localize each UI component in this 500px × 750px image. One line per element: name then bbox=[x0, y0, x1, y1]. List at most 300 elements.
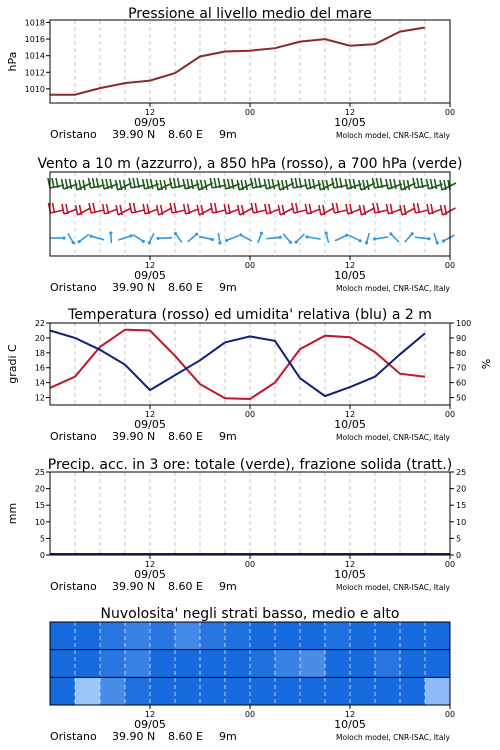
wind-arrow-head bbox=[295, 240, 298, 243]
cloud-cell bbox=[400, 650, 426, 678]
wind-barb-850 bbox=[251, 203, 266, 213]
wind-barb-850 bbox=[359, 205, 374, 215]
y-tick-label: 60 bbox=[456, 378, 467, 388]
wind-arrow-shaft bbox=[443, 235, 454, 241]
wind-barb-850 bbox=[49, 203, 64, 213]
station-lon: 8.60 E bbox=[168, 430, 203, 443]
cloud-cell bbox=[200, 622, 226, 650]
humidity-line bbox=[50, 331, 425, 397]
x-tick-label: 12 bbox=[144, 710, 156, 719]
wind-barb-feather bbox=[417, 178, 419, 188]
wind-barb-feather bbox=[215, 203, 217, 213]
wind-barb-850 bbox=[211, 203, 226, 213]
y-tick-label: 1010 bbox=[24, 84, 45, 94]
cloud-cell bbox=[75, 622, 101, 650]
wind-barb-feather bbox=[89, 178, 91, 188]
wind-arrow-head bbox=[109, 231, 112, 234]
wind-barb-feather bbox=[197, 180, 199, 190]
wind-barb-feather bbox=[164, 180, 166, 190]
wind-barb-shaft bbox=[361, 208, 374, 215]
wind-arrow-shaft bbox=[405, 234, 412, 242]
cloud-cell bbox=[50, 677, 76, 705]
cloud-cell bbox=[375, 677, 401, 705]
wind-barb-feather bbox=[93, 203, 95, 213]
wind-barb-feather bbox=[102, 179, 104, 189]
model-credit: Moloch model, CNR-ISAC, Italy bbox=[336, 131, 450, 140]
date-label: 09/05 bbox=[134, 418, 166, 431]
y-tick-label: 14 bbox=[34, 378, 45, 388]
y-tick-label: 100 bbox=[456, 319, 472, 328]
wind-arrow-head bbox=[279, 236, 282, 239]
x-tick-label: 00 bbox=[444, 710, 456, 719]
wind-arrow-10m bbox=[442, 235, 455, 243]
y-tick-label: 20 bbox=[34, 484, 45, 494]
wind-barb-850 bbox=[346, 204, 361, 214]
wind-barb-feather bbox=[359, 180, 361, 190]
wind-barb-feather bbox=[214, 178, 216, 188]
date-label: 09/05 bbox=[134, 116, 166, 129]
wind-arrow-10m bbox=[349, 235, 362, 242]
wind-arrow-shaft bbox=[375, 237, 389, 239]
wind-barb-850 bbox=[143, 204, 158, 214]
wind-barb-850 bbox=[184, 204, 199, 214]
wind-barb-feather bbox=[440, 180, 442, 190]
wind-arrow-head bbox=[148, 241, 151, 244]
cloud-cell bbox=[350, 622, 376, 650]
model-credit: Moloch model, CNR-ISAC, Italy bbox=[336, 284, 450, 293]
y-tick-label: 1016 bbox=[24, 35, 45, 45]
wind-arrow-10m bbox=[258, 232, 263, 243]
station-altitude: 9m bbox=[219, 580, 237, 593]
wind-arrow-10m bbox=[283, 234, 292, 244]
wind-arrow-head bbox=[239, 233, 242, 236]
wind-barb-feather bbox=[326, 180, 328, 190]
wind-arrow-shaft bbox=[133, 235, 143, 242]
cloud-cell bbox=[300, 650, 326, 678]
wind-arrow-10m bbox=[266, 236, 281, 239]
date-label: 09/05 bbox=[134, 269, 166, 282]
wind-arrow-10m bbox=[218, 233, 221, 245]
wind-barb-feather bbox=[318, 180, 320, 190]
cloud-cell bbox=[275, 650, 301, 678]
y-tick-label: 70 bbox=[456, 363, 467, 373]
wind-arrow-head bbox=[62, 236, 65, 239]
station-name: Oristano bbox=[50, 580, 97, 593]
cloud-cell bbox=[225, 650, 251, 678]
wind-arrow-head bbox=[195, 233, 198, 236]
wind-barb-feather bbox=[372, 178, 374, 188]
wind-barb-feather bbox=[224, 204, 226, 214]
chart-title: Nuvolosita' negli strati basso, medio e alto bbox=[100, 606, 400, 622]
wind-barb-850 bbox=[197, 205, 212, 215]
x-tick-label: 12 bbox=[144, 108, 156, 117]
wind-arrow-10m bbox=[415, 237, 430, 240]
wind-arrow-shaft bbox=[158, 238, 172, 239]
wind-barb-feather bbox=[156, 180, 158, 190]
cloud-cell bbox=[75, 650, 101, 678]
wind-barb-shaft bbox=[307, 209, 320, 214]
wind-barb-feather bbox=[367, 180, 369, 190]
wind-barb-850 bbox=[76, 205, 91, 215]
wind-barb-feather bbox=[170, 203, 172, 213]
station-lat: 39.90 N bbox=[112, 430, 156, 443]
date-label: 10/05 bbox=[334, 116, 366, 129]
cloud-cell bbox=[275, 677, 301, 705]
wind-barb-feather bbox=[407, 180, 409, 190]
wind-barb-feather bbox=[400, 205, 402, 215]
wind-barb-feather bbox=[251, 203, 253, 213]
wind-barb-feather bbox=[197, 205, 199, 215]
wind-barb-shaft bbox=[132, 210, 145, 213]
wind-barb-feather bbox=[133, 178, 135, 188]
y-axis-label: gradi C bbox=[6, 344, 19, 384]
date-label: 09/05 bbox=[134, 718, 166, 731]
wind-barb-feather bbox=[345, 179, 347, 189]
wind-arrow-10m bbox=[148, 233, 154, 244]
wind-arrow-head bbox=[325, 231, 328, 234]
wind-barb-feather bbox=[305, 179, 307, 189]
wind-barb-850 bbox=[116, 205, 131, 215]
wind-barb-feather bbox=[183, 179, 185, 189]
wind-barb-feather bbox=[332, 203, 334, 213]
wind-barb-feather bbox=[238, 205, 240, 215]
cloud-cell bbox=[400, 622, 426, 650]
wind-arrow-shaft bbox=[199, 237, 212, 240]
cloud-cell bbox=[225, 677, 251, 705]
wind-barb-feather bbox=[359, 205, 361, 215]
cloud-cell bbox=[100, 677, 126, 705]
x-tick-label: 00 bbox=[244, 261, 256, 270]
x-tick-label: 00 bbox=[244, 410, 256, 419]
wind-barb-shaft bbox=[321, 208, 334, 215]
y-tick-label: 18 bbox=[34, 348, 45, 358]
station-altitude: 9m bbox=[219, 128, 237, 141]
wind-arrow-shaft bbox=[391, 234, 399, 242]
y-tick-label: 0 bbox=[456, 551, 462, 560]
wind-barb-shaft bbox=[213, 210, 226, 213]
x-tick-label: 12 bbox=[144, 261, 156, 270]
wind-barb-feather bbox=[93, 178, 95, 188]
y-tick-label: 10 bbox=[34, 517, 45, 527]
wind-barb-feather bbox=[76, 205, 78, 215]
wind-barb-shaft bbox=[105, 209, 118, 214]
wind-barb-feather bbox=[336, 203, 338, 213]
wind-barb-feather bbox=[211, 203, 213, 213]
wind-barb-feather bbox=[130, 203, 132, 213]
wind-barb-feather bbox=[116, 205, 118, 215]
wind-barb-feather bbox=[210, 178, 212, 188]
cloud-cell bbox=[250, 650, 276, 678]
wind-arrow-shaft bbox=[283, 234, 290, 243]
y-tick-label: 15 bbox=[34, 501, 45, 511]
wind-arrow-shaft bbox=[266, 237, 280, 238]
cloud-cell bbox=[325, 622, 351, 650]
y-tick-label: 25 bbox=[456, 468, 467, 477]
chart-title: Precip. acc. in 3 ore: totale (verde), frazione solida (tratt.) bbox=[47, 457, 453, 473]
y-axis-label: hPa bbox=[6, 51, 19, 72]
wind-barb-feather bbox=[205, 180, 207, 190]
wind-barb-feather bbox=[53, 203, 55, 213]
wind-barb-feather bbox=[251, 178, 253, 188]
wind-barb-feather bbox=[174, 203, 176, 213]
cloud-cell bbox=[225, 622, 251, 650]
wind-arrow-head bbox=[373, 237, 376, 240]
station-altitude: 9m bbox=[219, 281, 237, 294]
model-credit: Moloch model, CNR-ISAC, Italy bbox=[336, 733, 450, 742]
wind-barb-feather bbox=[413, 178, 415, 188]
wind-arrow-head bbox=[78, 240, 81, 243]
wind-arrow-shaft bbox=[79, 234, 89, 241]
wind-arrow-shaft bbox=[175, 234, 181, 243]
wind-barb-850 bbox=[292, 203, 307, 213]
wind-arrow-head bbox=[211, 238, 214, 241]
wind-arrow-shaft bbox=[415, 237, 429, 239]
wind-barb-850 bbox=[89, 203, 104, 213]
y-tick-label: 15 bbox=[456, 501, 467, 511]
wind-arrow-10m bbox=[225, 236, 239, 242]
wind-arrow-head bbox=[345, 234, 348, 237]
wind-arrow-head bbox=[174, 232, 177, 235]
wind-arrow-10m bbox=[295, 234, 305, 244]
wind-barb-shaft bbox=[429, 209, 442, 214]
wind-barb-feather bbox=[305, 204, 307, 214]
wind-barb-850 bbox=[278, 205, 293, 215]
wind-arrow-head bbox=[72, 241, 75, 244]
cloud-cell bbox=[50, 622, 76, 650]
wind-barb-feather bbox=[417, 203, 419, 213]
wind-barb-feather bbox=[286, 180, 288, 190]
cloud-cell bbox=[250, 677, 276, 705]
x-tick-label: 00 bbox=[444, 410, 456, 419]
cloud-cell bbox=[100, 650, 126, 678]
wind-arrow-10m bbox=[78, 234, 89, 243]
wind-arrow-10m bbox=[389, 232, 399, 242]
wind-barb-shaft bbox=[145, 209, 158, 214]
wind-barb-feather bbox=[255, 178, 257, 188]
wind-barb-850 bbox=[413, 203, 428, 213]
wind-arrow-head bbox=[436, 241, 439, 244]
cloud-cell bbox=[325, 650, 351, 678]
station-name: Oristano bbox=[50, 430, 97, 443]
wind-barb-850 bbox=[103, 204, 118, 214]
wind-barb-700 bbox=[440, 180, 456, 190]
wind-barb-feather bbox=[143, 204, 145, 214]
cloud-cell bbox=[200, 677, 226, 705]
x-tick-label: 00 bbox=[244, 560, 256, 569]
x-tick-label: 12 bbox=[344, 261, 356, 270]
wind-arrow-10m bbox=[199, 237, 214, 242]
wind-barb-850 bbox=[305, 204, 320, 214]
y-tick-label: 5 bbox=[456, 534, 462, 544]
date-label: 10/05 bbox=[334, 568, 366, 581]
wind-arrow-10m bbox=[335, 234, 348, 241]
y-axis-label: mm bbox=[6, 502, 19, 525]
cloud-cell bbox=[100, 622, 126, 650]
y-tick-label: 80 bbox=[456, 348, 467, 358]
wind-barb-850 bbox=[427, 204, 442, 214]
cloud-cell bbox=[350, 650, 376, 678]
y-tick-label: 1014 bbox=[24, 51, 45, 61]
y-tick-label: 25 bbox=[34, 468, 45, 477]
wind-barb-shaft bbox=[402, 208, 415, 215]
wind-barb-feather bbox=[116, 180, 118, 190]
wind-barb-shaft bbox=[64, 209, 77, 214]
wind-barb-shaft bbox=[226, 209, 239, 214]
cloud-cell bbox=[425, 650, 451, 678]
wind-arrow-head bbox=[411, 232, 414, 235]
cloud-cell bbox=[150, 622, 176, 650]
cloud-cell bbox=[150, 650, 176, 678]
wind-barb-feather bbox=[386, 179, 388, 189]
cloud-cell bbox=[250, 622, 276, 650]
station-lon: 8.60 E bbox=[168, 730, 203, 743]
wind-arrow-head bbox=[260, 232, 263, 235]
x-tick-label: 12 bbox=[144, 410, 156, 419]
cloud-cell bbox=[175, 677, 201, 705]
wind-arrow-head bbox=[359, 239, 362, 242]
wind-barb-feather bbox=[224, 179, 226, 189]
wind-barb-feather bbox=[386, 204, 388, 214]
wind-arrow-10m bbox=[434, 233, 439, 244]
wind-barb-feather bbox=[296, 203, 298, 213]
x-tick-label: 00 bbox=[444, 560, 456, 569]
wind-barb-feather bbox=[278, 205, 280, 215]
wind-barb-feather bbox=[143, 179, 145, 189]
chart-title: Vento a 10 m (azzurro), a 850 hPa (rosso), a 700 hPa (verde) bbox=[37, 156, 463, 172]
cloud-cell bbox=[300, 677, 326, 705]
wind-barb-850 bbox=[130, 203, 145, 213]
wind-arrow-10m bbox=[157, 237, 173, 240]
wind-barb-shaft bbox=[334, 210, 347, 213]
wind-barb-feather bbox=[265, 204, 267, 214]
wind-barb-shaft bbox=[186, 209, 199, 214]
wind-barb-shaft bbox=[51, 210, 64, 213]
wind-barb-feather bbox=[373, 203, 375, 213]
wind-barb-shaft bbox=[199, 208, 212, 215]
wind-arrow-10m bbox=[365, 233, 369, 244]
y-tick-label: 20 bbox=[456, 484, 467, 494]
y-tick-label: 10 bbox=[456, 517, 467, 527]
wind-arrow-shaft bbox=[91, 236, 104, 240]
wind-barb-850 bbox=[441, 205, 456, 215]
wind-barb-850 bbox=[170, 203, 185, 213]
wind-arrow-shaft bbox=[188, 234, 197, 242]
y-tick-label: 16 bbox=[34, 363, 45, 373]
wind-barb-feather bbox=[292, 203, 294, 213]
cloud-cell bbox=[75, 677, 101, 705]
wind-barb-850 bbox=[238, 205, 253, 215]
wind-arrow-10m bbox=[109, 231, 112, 243]
station-lat: 39.90 N bbox=[112, 580, 156, 593]
wind-arrow-10m bbox=[50, 236, 66, 239]
y-tick-label: 20 bbox=[34, 333, 45, 343]
wind-barb-feather bbox=[134, 203, 136, 213]
wind-barb-shaft bbox=[78, 208, 91, 215]
cloud-cell bbox=[125, 622, 151, 650]
chart-title: Pressione al livello medio del mare bbox=[128, 6, 372, 22]
cloud-cell bbox=[425, 622, 451, 650]
station-lat: 39.90 N bbox=[112, 281, 156, 294]
chart-title: Temperatura (rosso) ed umidita' relativa (blu) a 2 m bbox=[68, 307, 432, 323]
station-name: Oristano bbox=[50, 281, 97, 294]
wind-arrow-shaft bbox=[335, 235, 347, 240]
station-lon: 8.60 E bbox=[168, 580, 203, 593]
station-name: Oristano bbox=[50, 128, 97, 141]
date-label: 10/05 bbox=[334, 718, 366, 731]
wind-arrow-head bbox=[442, 239, 445, 242]
cloud-cell bbox=[400, 677, 426, 705]
wind-arrow-head bbox=[389, 232, 392, 235]
wind-barb-shaft bbox=[159, 208, 172, 215]
station-lon: 8.60 E bbox=[168, 281, 203, 294]
wind-barb-feather bbox=[376, 178, 378, 188]
cloud-cell bbox=[125, 677, 151, 705]
wind-barb-feather bbox=[295, 178, 297, 188]
cloud-cell bbox=[175, 650, 201, 678]
y-tick-label: 50 bbox=[456, 393, 467, 403]
cloud-cell bbox=[50, 650, 76, 678]
wind-arrow-10m bbox=[89, 235, 104, 240]
wind-barb-feather bbox=[413, 203, 415, 213]
wind-barb-feather bbox=[52, 178, 54, 188]
wind-barb-850 bbox=[332, 203, 347, 213]
wind-arrow-head bbox=[427, 237, 430, 240]
date-label: 10/05 bbox=[334, 269, 366, 282]
cloud-cell bbox=[325, 677, 351, 705]
cloud-cell bbox=[275, 622, 301, 650]
wind-arrow-10m bbox=[68, 233, 75, 244]
x-tick-label: 12 bbox=[344, 410, 356, 419]
station-altitude: 9m bbox=[219, 430, 237, 443]
wind-arrow-shaft bbox=[118, 236, 131, 240]
y-tick-label: 1012 bbox=[24, 68, 45, 78]
wind-barb-feather bbox=[346, 204, 348, 214]
wind-barb-feather bbox=[336, 178, 338, 188]
wind-barb-850 bbox=[386, 204, 401, 214]
wind-arrow-shaft bbox=[307, 237, 321, 239]
wind-arrow-10m bbox=[405, 232, 414, 242]
cloud-cell bbox=[125, 650, 151, 678]
x-tick-label: 12 bbox=[344, 560, 356, 569]
y-tick-label: 22 bbox=[34, 319, 45, 328]
wind-barb-850 bbox=[224, 204, 239, 214]
wind-barb-feather bbox=[157, 205, 159, 215]
wind-arrow-head bbox=[129, 234, 132, 237]
cloud-cell bbox=[425, 677, 451, 705]
wind-barb-shaft bbox=[415, 210, 428, 213]
wind-barb-feather bbox=[332, 178, 334, 188]
wind-arrow-head bbox=[157, 237, 160, 240]
date-label: 10/05 bbox=[334, 418, 366, 431]
model-credit: Moloch model, CNR-ISAC, Italy bbox=[336, 433, 450, 442]
wind-barb-feather bbox=[89, 203, 91, 213]
wind-barb-850 bbox=[400, 205, 415, 215]
x-tick-label: 00 bbox=[444, 108, 456, 117]
wind-barb-feather bbox=[427, 204, 429, 214]
wind-barb-feather bbox=[129, 178, 131, 188]
cloud-cell bbox=[375, 622, 401, 650]
wind-barb-shaft bbox=[253, 210, 266, 213]
wind-barb-feather bbox=[278, 180, 280, 190]
date-label: 09/05 bbox=[134, 568, 166, 581]
x-tick-label: 00 bbox=[244, 108, 256, 117]
wind-barb-shaft bbox=[172, 210, 185, 213]
wind-barb-feather bbox=[62, 204, 64, 214]
wind-barb-feather bbox=[83, 180, 85, 190]
x-tick-label: 12 bbox=[344, 108, 356, 117]
wind-barb-shaft bbox=[388, 209, 401, 214]
wind-arrow-shaft bbox=[68, 233, 73, 242]
